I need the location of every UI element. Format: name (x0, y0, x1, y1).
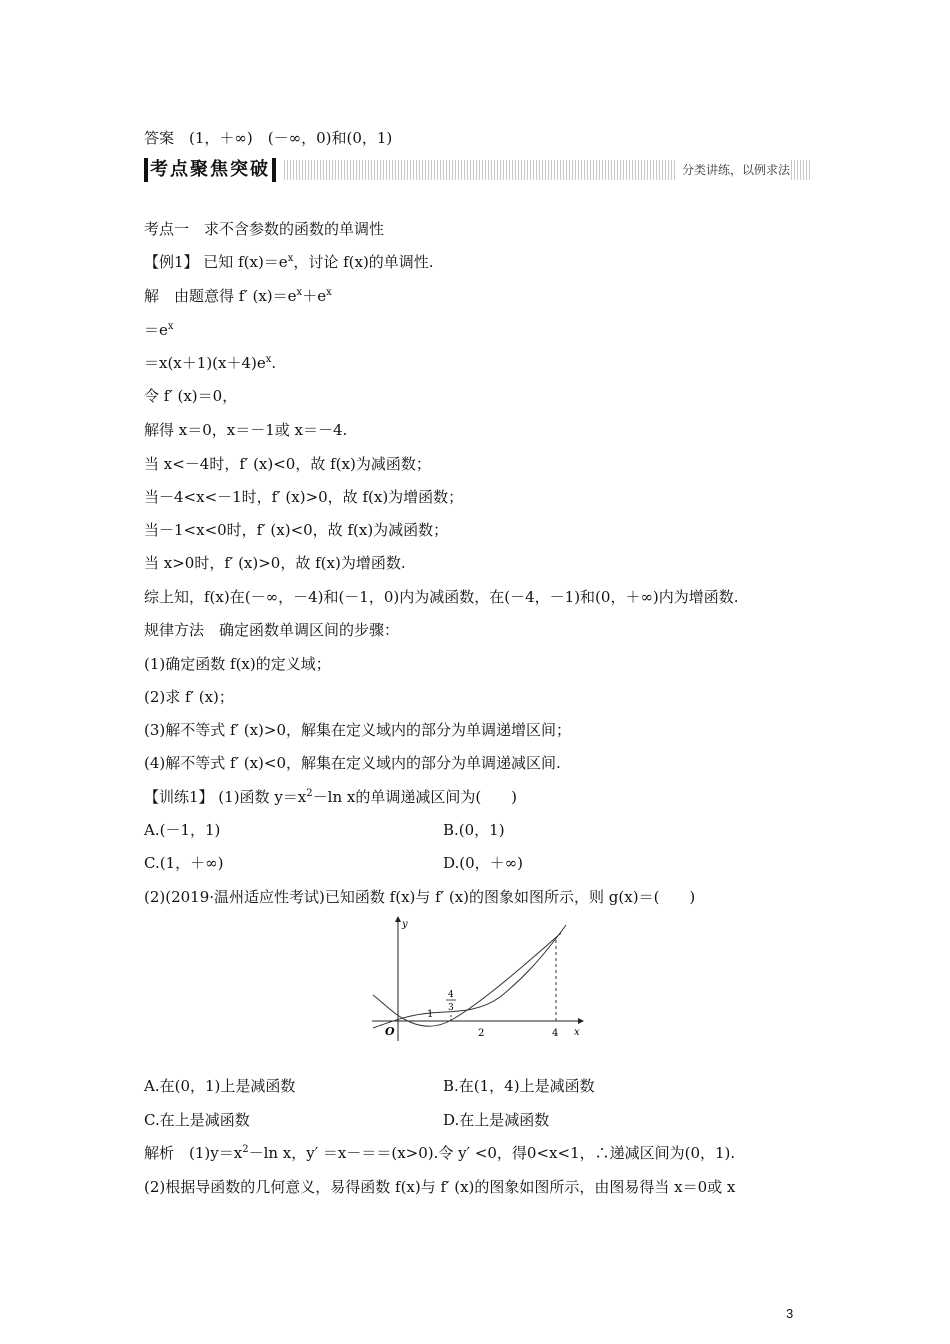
x-axis-label: x (574, 1027, 580, 1038)
solution-line-9: 当 x>0时，f′ (x)>0，故 f(x)为增函数. (144, 554, 406, 572)
option-2a: A.在(0，1)上是减函数 (144, 1077, 296, 1095)
solution-line-8: 当－1<x<0时，f′ (x)<0，故 f(x)为减函数； (144, 521, 449, 539)
tick-4-3-denominator: 3 (448, 1003, 454, 1013)
method-step-2: (2)求 f′ (x)； (144, 688, 234, 706)
function-graph (368, 913, 588, 1043)
option-1c: C.(1，＋∞) (144, 854, 224, 872)
tick-4-3-numerator: 4 (448, 990, 454, 1000)
origin-label: O (385, 1025, 395, 1038)
option-2d: D.在上是减函数 (443, 1111, 550, 1129)
curve-f-prime (373, 925, 566, 1028)
solution-line-2: $=e^x$ (144, 321, 174, 339)
tick-4: 4 (552, 1028, 559, 1039)
solution-line-1: 解 由题意得 f′ $(x)=e^x+e^x$ (144, 287, 332, 305)
question-2: (2)(2019·温州适应性考试)已知函数 f(x)与 f′ (x)的图象如图所示，则 g(x)＝( ) (144, 888, 696, 906)
page-number: 3 (786, 1306, 794, 1321)
method-step-1: (1)确定函数 f(x)的定义域； (144, 655, 331, 673)
method-title: 规律方法 确定函数单调区间的步骤： (144, 621, 400, 639)
option-1d: D.(0，＋∞) (443, 854, 524, 872)
solution-line-4: 令 f′ (x)＝0， (144, 387, 238, 405)
analysis-line-1: 解析 $(1)y=x^2-\ln$ x，y′ ＝x－＝＝(x>0).令 y′ <0，得0<x<1，∴递减区间为(0，1). (144, 1144, 736, 1162)
solution-line-6: 当 x<－4时，f′ (x)<0，故 f(x)为减函数； (144, 455, 431, 473)
training-1: 【训练1】 (1)函数 $y=x^2-\ln$ x的单调递减区间为( ) (144, 788, 518, 806)
solution-line-7: 当－4<x<－1时，f′ (x)>0，故 f(x)为增函数； (144, 488, 464, 506)
example-1: 【例1】 已知 $f(x)=e^x$，讨论 f(x)的单调性. (144, 253, 434, 271)
tick-2: 2 (478, 1028, 485, 1039)
option-1a: A.(－1，1) (144, 821, 221, 839)
method-step-3: (3)解不等式 f′ (x)>0，解集在定义域内的部分为单调递增区间； (144, 721, 572, 739)
section-banner (144, 158, 812, 182)
section-title: 考点一 求不含参数的函数的单调性 (144, 220, 385, 238)
solution-line-3: $=x(x+1)(x+4)e^x$. (144, 354, 277, 372)
method-step-4: (4)解不等式 f′ (x)<0，解集在定义域内的部分为单调递减区间. (144, 754, 561, 772)
option-1b: B.(0，1) (443, 821, 505, 839)
y-axis-label: y (402, 919, 408, 930)
option-2c: C.在上是减函数 (144, 1111, 250, 1129)
curve-f (373, 933, 561, 1026)
banner-title: 考点聚焦突破 (144, 158, 276, 182)
banner-subtitle: 分类讲练，以例求法 (676, 160, 790, 180)
answer-line: 答案 (1，＋∞) (－∞，0)和(0，1) (144, 129, 393, 147)
analysis-line-2: (2)根据导函数的几何意义，易得函数 f(x)与 f′ (x)的图象如图所示，由图易得当 x＝0或 x (144, 1178, 736, 1196)
summary-line: 综上知，f(x)在(－∞，－4)和(－1，0)内为减函数，在(－4，－1)和(0，＋∞)内为增函数. (144, 588, 739, 606)
solution-line-5: 解得 x＝0，x＝－1或 x＝－4. (144, 421, 348, 439)
option-2b: B.在(1，4)上是减函数 (443, 1077, 595, 1095)
tick-1: 1 (427, 1009, 434, 1020)
